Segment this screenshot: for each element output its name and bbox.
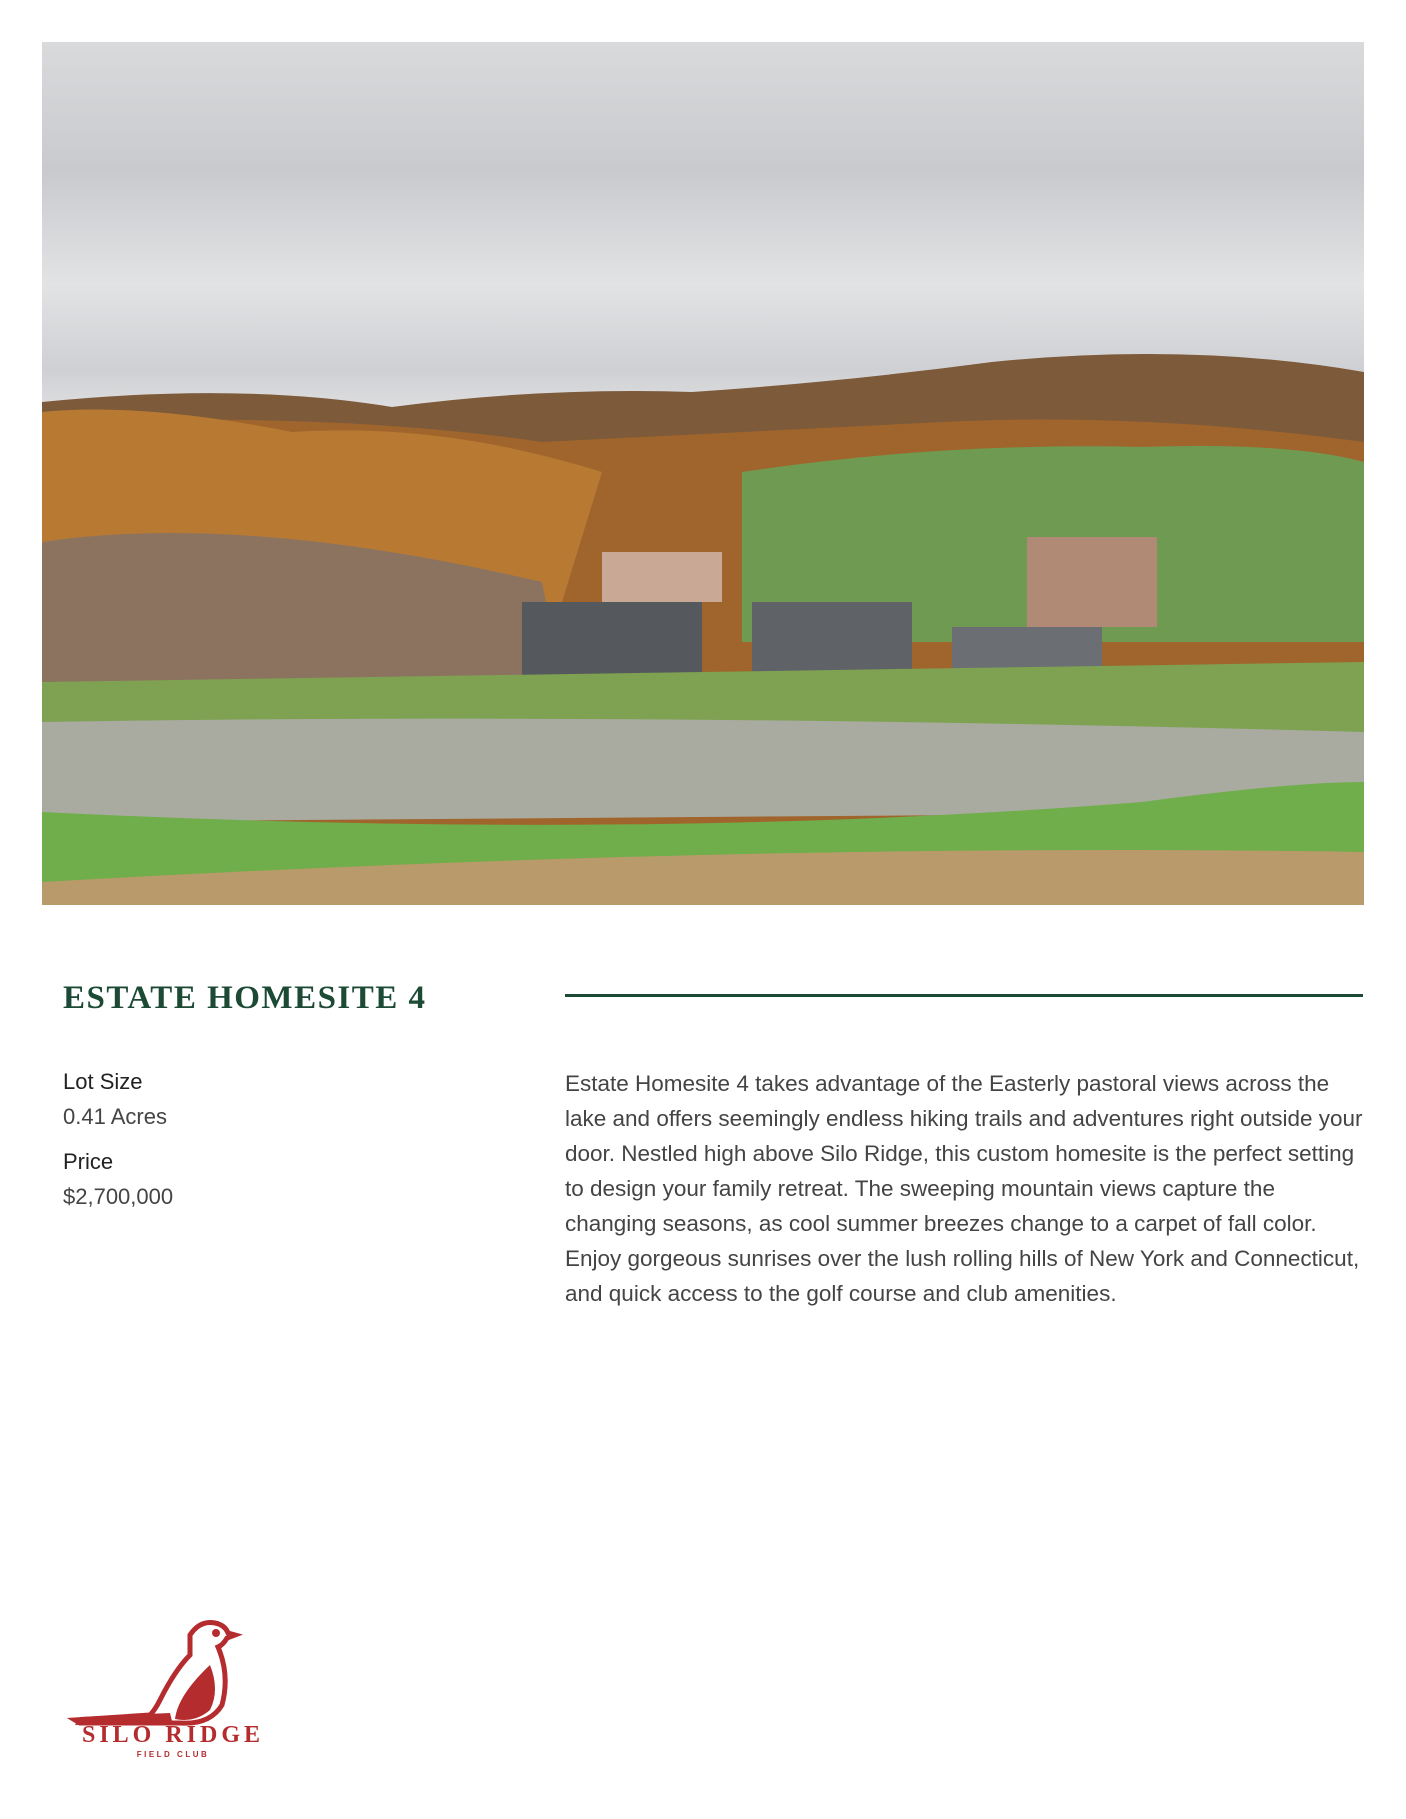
lot-size-value: 0.41 Acres [63,1104,167,1129]
landscape-illustration [42,42,1364,905]
logo-subtitle: FIELD CLUB [136,1750,210,1759]
logo-wordmark: SILO RIDGE [81,1722,265,1748]
lot-size-label: Lot Size [63,1069,143,1094]
page-title: ESTATE HOMESITE 4 [63,980,427,1016]
description: Estate Homesite 4 takes advantage of the Easterly pastoral views across the lake and offers seemingly endless hiking trails and adventures right outside your door. Nestled high above Silo Ridge, this custom homesite is the perfect setting to design your family retreat. The sweeping mountain views capture the changing seasons, as cool summer breezes change to a carpet of fall color. Enjoy gorgeous sunrises over the lush rolling hills of New York and Connecticut, and quick access to the golf course and club amenities. [565,1071,1363,1306]
hero-photo-landscape [42,42,1364,905]
price-value: $2,700,000 [63,1184,174,1209]
title-divider [565,994,1363,997]
price-label: Price [63,1149,114,1174]
